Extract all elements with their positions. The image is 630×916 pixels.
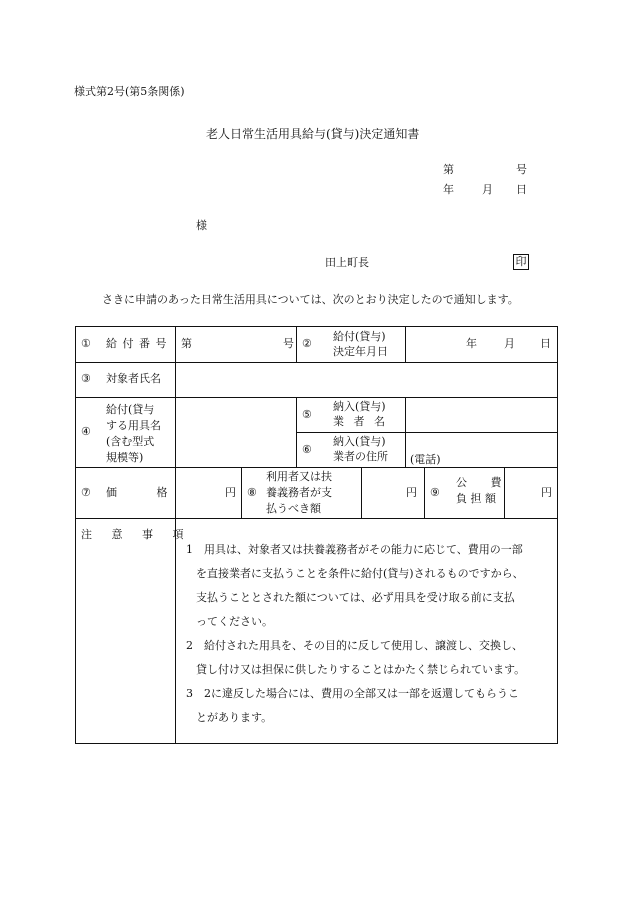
num-8: ⑧ [247,486,257,499]
doc-no-gou: 号 [516,163,527,176]
note-line: 2 給付された用具を、その目的に反して使用し、譲渡し、交換し、 [186,639,523,652]
num-7: ⑦ [81,486,91,499]
label-price: 価 格 [106,486,186,499]
note-line: とがあります。 [196,711,273,724]
num-1: ① [81,337,91,350]
label-benefit-number: 給 付 番 号 [106,337,168,350]
num-2: ② [302,337,312,350]
intro-text: さきに申請のあった日常生活用具については、次のとおり決定したので通知します。 [102,293,519,306]
date-month-label: 月 [482,183,493,196]
form-number: 様式第2号(第5条関係) [74,85,185,98]
decision-month: 月 [504,337,515,350]
note-line: 支払うこととされた額については、必ず用具を受け取る前に支払 [196,591,515,604]
label-decision-date-l2: 決定年月日 [333,345,388,358]
benefit-no-gou: 号 [283,337,294,350]
label-public-burden-l1: 公 費 [456,476,512,489]
label-user-payment: 利用者又は扶 養義務者が支 払うべき額 [266,470,332,515]
label-notes: 注 意 事 項 [81,528,192,541]
note-line: 3 2に違反した場合には、費用の全部又は一部を返還してもらうこ [186,687,519,700]
label-supplier-name-l2: 業 者 名 [333,415,388,428]
label-public-burden-l2: 負 担 額 [456,492,496,505]
benefit-no-dai: 第 [181,337,192,350]
label-equipment-name: 給付(貸与 する用具名 (含む型式 規模等) [106,403,161,464]
public-burden-yen: 円 [541,486,552,499]
note-line: 貸し付け又は担保に供したりすることはかたく禁じられています。 [196,663,526,676]
issuer-name: 田上町長 [325,256,369,269]
label-target-name: 対象者氏名 [106,372,161,385]
addressee-sama: 様 [196,219,207,232]
phone-label: (電話) [410,453,441,466]
num-5: ⑤ [302,408,312,421]
price-yen: 円 [225,486,236,499]
document-title: 老人日常生活用具給与(貸与)決定通知書 [206,127,420,141]
doc-no-dai: 第 [443,163,454,176]
num-3: ③ [81,372,91,385]
decision-year: 年 [466,337,477,350]
seal-mark: 印 [513,254,529,270]
label-supplier-address-l1: 納入(貸与) [333,435,386,448]
label-decision-date-l1: 給付(貸与) [333,330,386,343]
num-9: ⑨ [430,486,440,499]
label-supplier-name-l1: 納入(貸与) [333,400,386,413]
num-4: ④ [81,425,91,438]
num-6: ⑥ [302,443,312,456]
note-line: 1 用具は、対象者又は扶養義務者がその能力に応じて、費用の一部 [186,543,523,556]
date-year-label: 年 [443,183,454,196]
note-line: を直接業者に支払うことを条件に給付(貸与)されるものですから、 [196,567,524,580]
note-line: ってください。 [196,615,273,628]
decision-day: 日 [540,337,551,350]
user-payment-yen: 円 [406,486,417,499]
label-supplier-address-l2: 業者の住所 [333,450,388,463]
date-day-label: 日 [516,183,527,196]
